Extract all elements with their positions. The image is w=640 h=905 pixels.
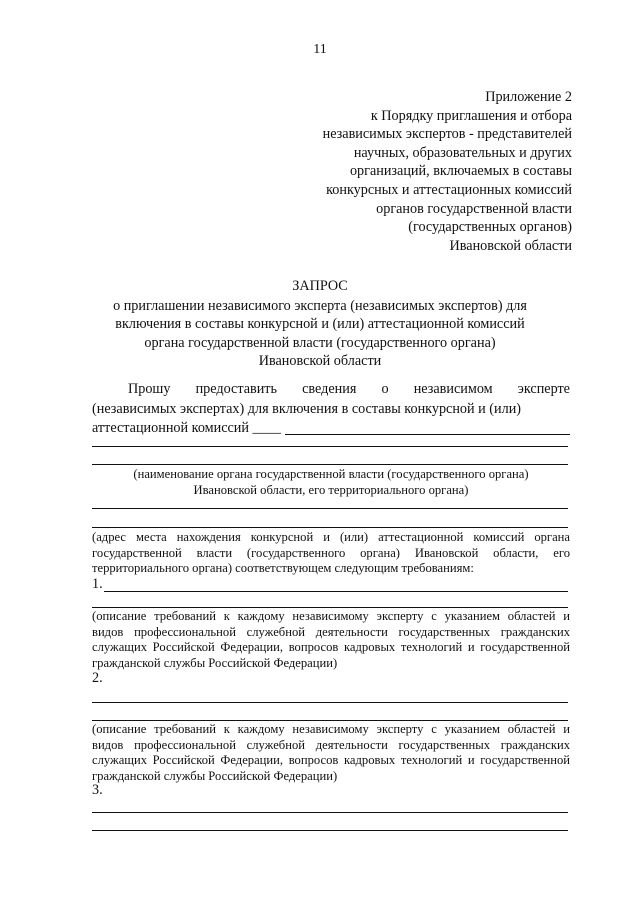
fill-line[interactable]: [92, 812, 568, 813]
caption-text: государственной власти (государственного органа) Ивановской области, его: [92, 545, 570, 560]
caption-text: видов профессиональной служебной деятельности государственных гражданских: [92, 624, 570, 639]
item-number-3: 3.: [92, 782, 103, 798]
appendix-line: научных, образовательных и других: [353, 144, 572, 161]
organ-name-caption: [92, 466, 570, 498]
item-number-1: 1.: [92, 576, 103, 592]
fill-line[interactable]: [92, 527, 568, 528]
title-line: Ивановской области: [258, 352, 382, 369]
request-line-3-text: аттестационной комиссий ____: [92, 420, 281, 436]
request-paragraph: [92, 380, 570, 439]
title-line: органа государственной власти (государственного органа): [144, 334, 496, 351]
fill-line[interactable]: [92, 464, 568, 465]
appendix-line: (государственных органов): [408, 219, 572, 236]
caption-line: [92, 625, 570, 641]
request-word: эксперте: [517, 381, 570, 397]
fill-line[interactable]: [92, 508, 568, 509]
caption-line: гражданской службы Российской Федерации): [92, 655, 338, 670]
appendix-line: органов государственной власти: [376, 200, 572, 217]
caption-line: [92, 546, 570, 562]
caption-text: служащих Российской Федерации, вопросов кадровых технологий и государственной: [92, 640, 570, 655]
fill-line[interactable]: [92, 702, 568, 703]
request-word: Прошу: [128, 381, 171, 397]
request-line-3: [92, 419, 570, 439]
caption-line: [92, 609, 570, 625]
fill-line[interactable]: [104, 591, 568, 592]
document-title: [80, 277, 560, 370]
caption-line: [92, 530, 570, 546]
fill-line[interactable]: [92, 446, 568, 447]
title-line: о приглашении независимого эксперта (независимых экспертов) для: [113, 298, 527, 315]
appendix-header: [282, 88, 572, 255]
requirements-caption-1: [92, 609, 570, 671]
appendix-line: организаций, включаемых в составы: [349, 163, 572, 180]
caption-line: (наименование органа государственной власти (государственного органа): [133, 467, 529, 481]
caption-line: [92, 722, 570, 738]
item-number-2: 2.: [92, 670, 103, 686]
caption-line: [92, 753, 570, 769]
fill-line[interactable]: [92, 607, 568, 608]
appendix-line: независимых экспертов - представителей: [322, 126, 572, 143]
requirements-caption-2: [92, 722, 570, 784]
caption-line: Ивановской области, его территориального органа): [193, 483, 469, 497]
caption-text: служащих Российской Федерации, вопросов кадровых технологий и государственной: [92, 753, 570, 768]
fill-line[interactable]: [92, 720, 568, 721]
title-line: включения в составы конкурсной и (или) аттестационной комиссий: [115, 316, 525, 333]
address-caption: [92, 530, 570, 577]
request-line-1: [92, 380, 570, 400]
caption-line: [92, 738, 570, 754]
request-word: о: [381, 381, 389, 397]
request-word: независимом: [413, 381, 493, 397]
appendix-line: Ивановской области: [449, 237, 572, 254]
caption-line: территориального органа) соответствующем следующим требованиям:: [92, 561, 474, 576]
caption-line: гражданской службы Российской Федерации): [92, 768, 338, 783]
caption-text: (описание требований к каждому независимому эксперту с указанием областей и: [92, 609, 570, 623]
appendix-line: конкурсных и аттестационных комиссий: [326, 181, 572, 198]
appendix-line: Приложение 2: [485, 89, 572, 105]
request-word: сведения: [302, 381, 357, 397]
caption-text: (описание требований к каждому независимому эксперту с указанием областей и: [92, 722, 570, 736]
caption-line: [92, 640, 570, 656]
request-word: предоставить: [195, 381, 277, 397]
caption-text: видов профессиональной служебной деятельности государственных гражданских: [92, 737, 570, 752]
caption-text: (адрес места нахождения конкурсной и (или) аттестационной комиссий органа: [92, 530, 570, 544]
page-number: 11: [313, 42, 327, 57]
appendix-line: к Порядку приглашения и отбора: [370, 107, 572, 124]
commission-input-line[interactable]: [285, 419, 570, 435]
title-heading: ЗАПРОС: [292, 278, 348, 294]
request-line-2: (независимых экспертах) для включения в составы конкурсной и (или): [92, 400, 522, 417]
fill-line[interactable]: [92, 830, 568, 831]
